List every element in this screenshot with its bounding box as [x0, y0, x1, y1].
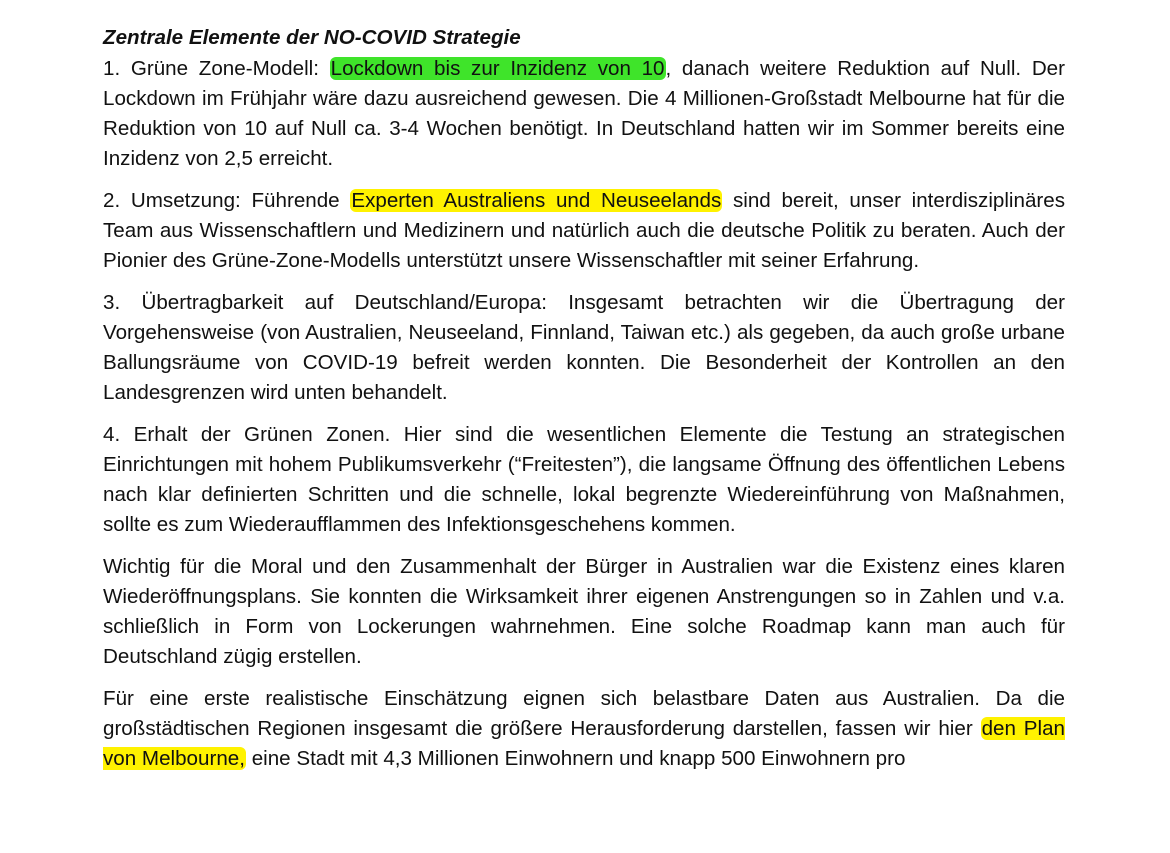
paragraph-text: 2. Umsetzung: Führende	[103, 189, 351, 212]
paragraph-text: 1. Grüne Zone-Modell:	[103, 57, 330, 80]
paragraph-text: eine Stadt mit 4,3 Millionen Einwohnern und knapp 500 Einwohnern pro	[245, 747, 906, 770]
paragraph-implementation	[103, 186, 1065, 276]
paragraph-reopening-plan: Wichtig für die Moral und den Zusammenhalt der Bürger in Australien war die Existenz eines klaren Wiederöffnungsplans. Sie konnten die Wirksamkeit ihrer eigenen Anstrengungen so in Zahlen und v.a. schließlich in Form von Lockerungen wahrnehmen. Eine solche Roadmap kann man auch für Deutschland zügig erstellen.	[103, 555, 1065, 668]
paragraph-text: sind bereit, unser interdisziplinäres Team aus Wissenschaftlern und Medizinern und natürlich auch die deutsche Politik zu beraten. Auch der Pionier des Grüne-Zone-Modells unterstützt unsere Wissenschaftler mit seiner Erfahrung.	[103, 189, 1066, 272]
paragraph-melbourne-plan	[103, 684, 1065, 774]
highlight-green: Lockdown bis zur Inzidenz von 10	[330, 57, 665, 80]
highlight-yellow: den Plan von Melbourne,	[103, 717, 1065, 770]
paragraph-green-zones: 4. Erhalt der Grünen Zonen. Hier sind die wesentlichen Elemente die Testung an strategischen Einrichtungen mit hohem Publikumsverkehr (“Freitesten”), die langsame Öffnung des öffentlichen Lebens nach klar definierten Schritten und die schnelle, lokal begrenzte Wiedereinführung von Maßnahmen, sollte es zum Wiederaufflammen des Infektionsgeschehens kommen.	[103, 423, 1065, 536]
paragraph-text: Für eine erste realistische Einschätzung eignen sich belastbare Daten aus Australien. Da die großstädtischen Regionen insgesamt die größere Herausforderung darstellen, fassen wir hier	[103, 687, 1065, 740]
paragraph-transferability: 3. Übertragbarkeit auf Deutschland/Europa: Insgesamt betrachten wir die Übertragung der Vorgehensweise (von Australien, Neuseeland, Finnland, Taiwan etc.) als gegeben, da auch große urbane Ballungsräume von COVID-19 befreit werden konnten. Die Besonderheit der Kontrollen an den Landesgrenzen wird unten behandelt.	[103, 291, 1065, 404]
document-title: Zentrale Elemente der NO-COVID Strategie	[103, 26, 521, 49]
paragraph-green-zone-model	[103, 54, 1065, 174]
document-page	[103, 22, 1065, 786]
highlight-yellow: Experten Australiens und Neuseelands	[351, 189, 722, 212]
paragraph-text: , danach weitere Reduktion auf Null. Der Lockdown im Frühjahr wäre dazu ausreichend gewesen. Die 4 Millionen-Großstadt Melbourne hat für die Reduktion von 10 auf Null ca. 3-4 Wochen benötigt. In Deutschland hatten wir im Sommer bereits eine Inzidenz von 2,5 erreicht.	[103, 57, 1065, 170]
